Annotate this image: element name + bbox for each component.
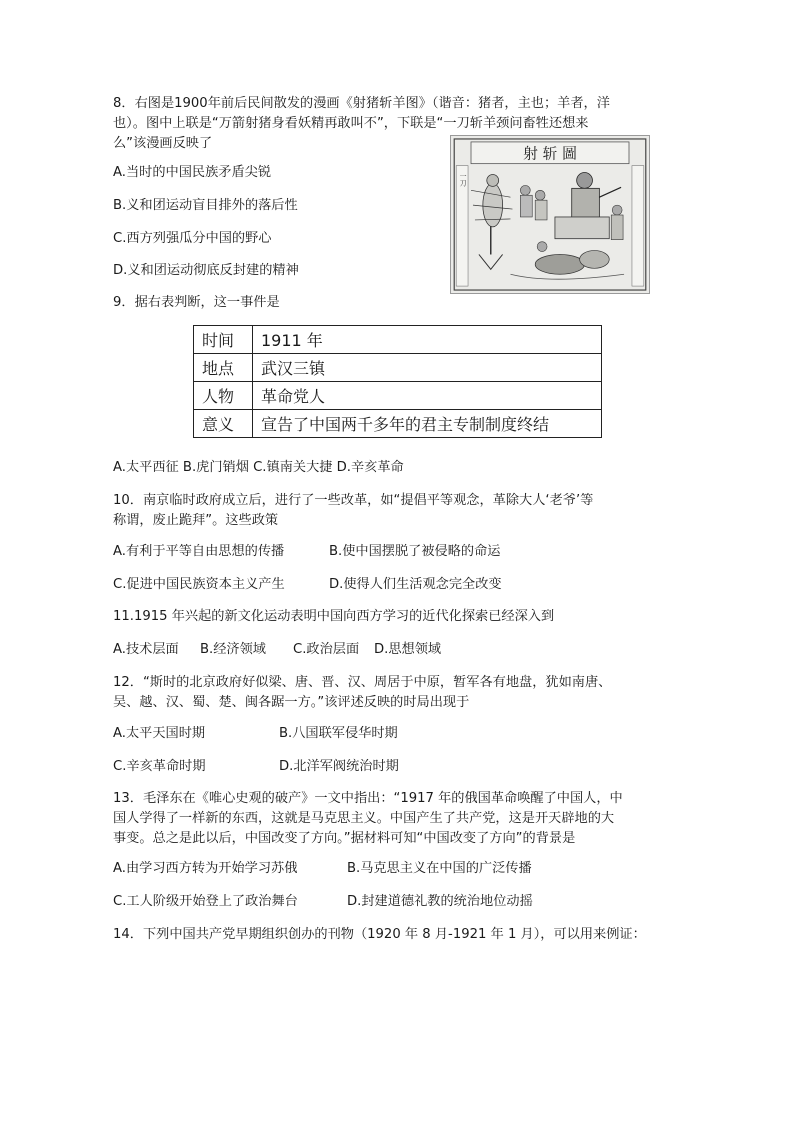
- q12-option-c[interactable]: C.辛亥革命时期: [113, 759, 206, 774]
- q12-stem-line-1: 12．“斯时的北京政府好似梁、唐、晋、汉、周居于中原，暂军各有地盘，犹如南唐、: [113, 675, 612, 690]
- table-row: [194, 326, 602, 354]
- q9-stem: 9．据右表判断，这一事件是: [113, 295, 280, 310]
- q10-stem-line-2: 称谓，废止跪拜”。这些政策: [113, 513, 279, 528]
- q8-option-d[interactable]: D.义和团运动彻底反封建的精神: [113, 263, 299, 278]
- table-key: 人物: [194, 382, 253, 410]
- table-row: [194, 382, 602, 410]
- table-value: 武汉三镇: [253, 354, 602, 382]
- table-value: 革命党人: [253, 382, 602, 410]
- q13-option-a[interactable]: A.由学习西方转为开始学习苏俄: [113, 861, 298, 876]
- table-key: 时间: [194, 326, 253, 354]
- q11-option-b[interactable]: B.经济领域: [200, 642, 266, 657]
- q8-option-a[interactable]: A.当时的中国民族矛盾尖锐: [113, 165, 272, 180]
- event-table: [193, 325, 602, 438]
- q13-stem-line-1: 13．毛泽东在《唯心史观的破产》一文中指出：“1917 年的俄国革命唤醒了中国人，中: [113, 791, 623, 806]
- table-key: 意义: [194, 410, 253, 438]
- q12-option-a[interactable]: A.太平天国时期: [113, 726, 206, 741]
- table-key: 地点: [194, 354, 253, 382]
- q14-stem: 14．下列中国共产党早期组织创办的刊物（1920 年 8 月-1921 年 1 月），可以用来例证：: [113, 927, 646, 942]
- q11-stem: 11.1915 年兴起的新文化运动表明中国向西方学习的近代化探索已经深入到: [113, 609, 555, 624]
- q8-option-c[interactable]: C.西方列强瓜分中国的野心: [113, 231, 272, 246]
- q11-option-a[interactable]: A.技术层面: [113, 642, 179, 657]
- table-row: [194, 354, 602, 382]
- comic-drawing: [451, 136, 649, 293]
- table-row: [194, 410, 602, 438]
- q9-options[interactable]: A.太平西征 B.虎门销烟 C.镇南关大捷 D.辛亥革命: [113, 460, 404, 475]
- comic-image: [450, 135, 650, 294]
- q8-stem-line-3: 么”该漫画反映了: [113, 136, 213, 151]
- q13-option-b[interactable]: B.马克思主义在中国的广泛传播: [347, 861, 532, 876]
- q13-stem-line-3: 事变。总之是此以后，中国改变了方向。”据材料可知“中国改变了方向”的背景是: [113, 831, 576, 846]
- q13-option-d[interactable]: D.封建道德礼教的统治地位动摇: [347, 894, 533, 909]
- q10-option-d[interactable]: D.使得人们生活观念完全改变: [329, 577, 502, 592]
- q10-stem-line-1: 10．南京临时政府成立后，进行了一些改革，如“提倡平等观念，革除大人‘老爷’等: [113, 493, 594, 508]
- q10-option-b[interactable]: B.使中国摆脱了被侵略的命运: [329, 544, 501, 559]
- table-value: 宣告了中国两千多年的君主专制制度终结: [253, 410, 602, 438]
- comic-couplet-text: 一刀: [458, 172, 467, 187]
- q12-option-d[interactable]: D.北洋军阀统治时期: [279, 759, 399, 774]
- q10-option-a[interactable]: A.有利于平等自由思想的传播: [113, 544, 285, 559]
- q13-option-c[interactable]: C.工人阶级开始登上了政治舞台: [113, 894, 298, 909]
- q10-option-c[interactable]: C.促进中国民族资本主义产生: [113, 577, 285, 592]
- table-value: 1911 年: [253, 326, 602, 354]
- q8-stem-line-1: 8．右图是1900年前后民间散发的漫画《射猪斩羊图》（谐音：猪者，主也；羊者，洋: [113, 96, 610, 111]
- q11-option-d[interactable]: D.思想领域: [374, 642, 442, 657]
- q11-option-c[interactable]: C.政治层面: [293, 642, 360, 657]
- q8-stem-line-2: 也）。图中上联是“万箭射猪身看妖精再敢叫不”，下联是“一刀斩羊颈问畜牲还想来: [113, 116, 589, 131]
- q8-option-b[interactable]: B.义和团运动盲目排外的落后性: [113, 198, 298, 213]
- comic-title: 射 斩 圖: [523, 145, 577, 163]
- q13-stem-line-2: 国人学得了一样新的东西，这就是马克思主义。中国产生了共产党，这是开天辟地的大: [113, 811, 615, 826]
- q12-option-b[interactable]: B.八国联军侵华时期: [279, 726, 398, 741]
- q12-stem-line-2: 吴、越、汉、蜀、楚、闽各踞一方。”该评述反映的时局出现于: [113, 695, 470, 710]
